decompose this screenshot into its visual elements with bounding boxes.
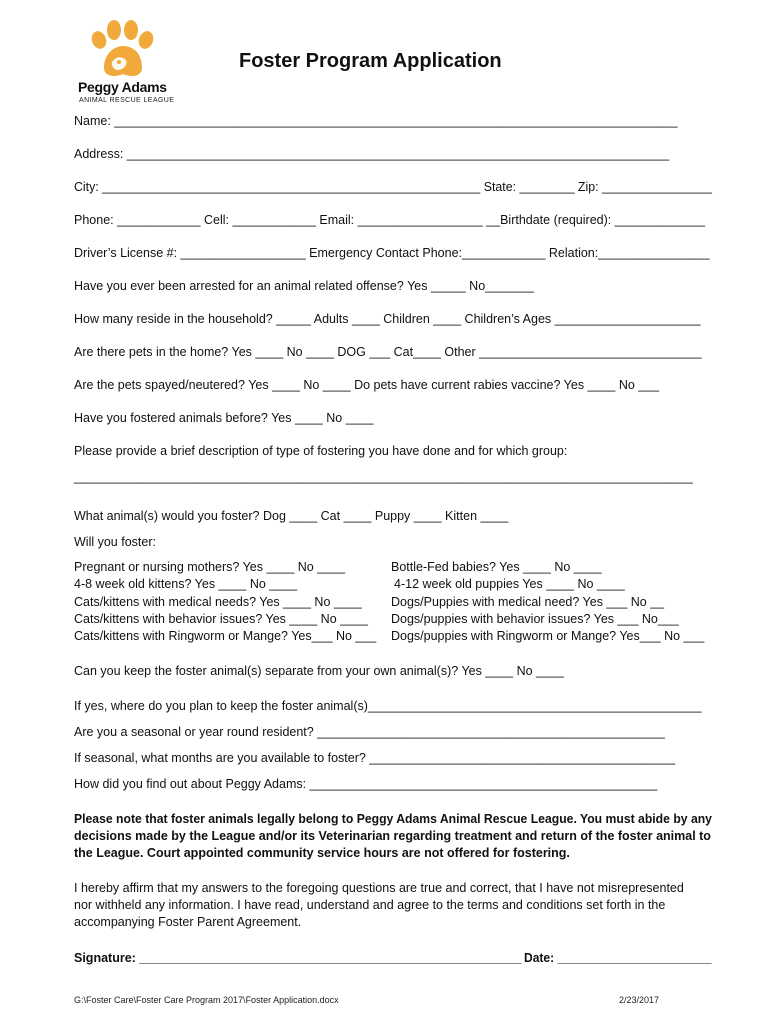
license-emergency-field[interactable]: Driver’s License #: __________________ Emergency Contact Phone:____________ Relation:________________ — [74, 246, 710, 260]
describe-blank[interactable]: _________________________________________________________________________________________ — [74, 470, 693, 484]
foster-option-right[interactable]: Dogs/Puppies with medical need? Yes ___ No __ — [391, 595, 665, 609]
found-question[interactable]: How did you find out about Peggy Adams: __________________________________________________ — [74, 777, 658, 791]
household-question[interactable]: How many reside in the household? _____ Adults ____ Children ____ Children’s Ages _____________________ — [74, 312, 701, 326]
spayed-question[interactable]: Are the pets spayed/neutered? Yes ____ No ____ Do pets have current rabies vaccine? Yes ____ No ___ — [74, 378, 660, 392]
notice-line: decisions made by the League and/or its Veterinarian regarding treatment and return of the foster animal to — [74, 829, 711, 843]
footer-file-path: G:\Foster Care\Foster Care Program 2017\Foster Application.docx — [74, 995, 339, 1005]
affirm-line: nor withheld any information. I have read, understand and agree to the terms and conditions set forth in the — [74, 898, 666, 912]
foster-option-right[interactable]: Bottle-Fed babies? Yes ____ No ____ — [391, 560, 602, 574]
foster-option-right[interactable]: Dogs/puppies with behavior issues? Yes ___ No___ — [391, 612, 679, 626]
foster-option-left[interactable]: Pregnant or nursing mothers? Yes ____ No ____ — [74, 560, 346, 574]
foster-option-left[interactable]: Cats/kittens with medical needs? Yes ____ No ____ — [74, 595, 362, 609]
logo-name: Peggy Adams — [78, 79, 167, 95]
paw-logo-icon — [86, 18, 156, 80]
affirm-line: accompanying Foster Parent Agreement. — [74, 915, 302, 929]
foster-option-right[interactable]: Dogs/puppies with Ringworm or Mange? Yes___ No ___ — [391, 629, 705, 643]
page-title: Foster Program Application — [239, 50, 502, 72]
foster-option-left[interactable]: Cats/kittens with Ringworm or Mange? Yes___ No ___ — [74, 629, 377, 643]
what-animals-question[interactable]: What animal(s) would you foster? Dog ____ Cat ____ Puppy ____ Kitten ____ — [74, 509, 509, 523]
foster-option-right[interactable]: 4-12 week old puppies Yes ____ No ____ — [394, 577, 625, 591]
footer-date: 2/23/2017 — [619, 995, 660, 1005]
describe-question: Please provide a brief description of type of fostering you have done and for which group: — [74, 444, 568, 458]
will-you-foster-label: Will you foster: — [74, 535, 156, 549]
logo — [78, 18, 175, 108]
date-field[interactable]: Date: _______________________ — [524, 951, 712, 965]
months-question[interactable]: If seasonal, what months are you available to foster? ____________________________________________ — [74, 751, 676, 765]
where-question[interactable]: If yes, where do you plan to keep the foster animal(s)________________________________________________ — [74, 699, 702, 713]
signature-field[interactable]: Signature: _______________________________________________________ — [74, 951, 522, 965]
phone-cell-email-birthdate-field[interactable]: Phone: ____________ Cell: ____________ Email: __________________ __Birthdate (required): _____________ — [74, 213, 706, 227]
notice-line: the League. Court appointed community service hours are not offered for fostering. — [74, 846, 570, 860]
foster-option-left[interactable]: 4-8 week old kittens? Yes ____ No ____ — [74, 577, 298, 591]
affirm-line: I hereby affirm that my answers to the foregoing questions are true and correct, that I have not misrepresented — [74, 881, 684, 895]
address-field[interactable]: Address: ______________________________________________________________________________ — [74, 147, 670, 161]
arrested-question[interactable]: Have you ever been arrested for an animal related offense? Yes _____ No_______ — [74, 279, 534, 293]
pets-question[interactable]: Are there pets in the home? Yes ____ No ____ DOG ___ Cat____ Other ________________________________ — [74, 345, 702, 359]
notice-line: Please note that foster animals legally belong to Peggy Adams Animal Rescue League. You must abide by any — [74, 812, 712, 826]
separate-question[interactable]: Can you keep the foster animal(s) separate from your own animal(s)? Yes ____ No ____ — [74, 664, 564, 678]
name-field[interactable]: Name: _________________________________________________________________________________ — [74, 114, 678, 128]
fostered-question[interactable]: Have you fostered animals before? Yes ____ No ____ — [74, 411, 374, 425]
city-state-zip-field[interactable]: City: _______________________________________________________ State: ________ Zip: ________________ — [74, 180, 712, 194]
logo-subtitle: ANIMAL RESCUE LEAGUE — [79, 97, 175, 104]
seasonal-question[interactable]: Are you a seasonal or year round resident? __________________________________________________ — [74, 725, 665, 739]
foster-option-left[interactable]: Cats/kittens with behavior issues? Yes ____ No ____ — [74, 612, 368, 626]
